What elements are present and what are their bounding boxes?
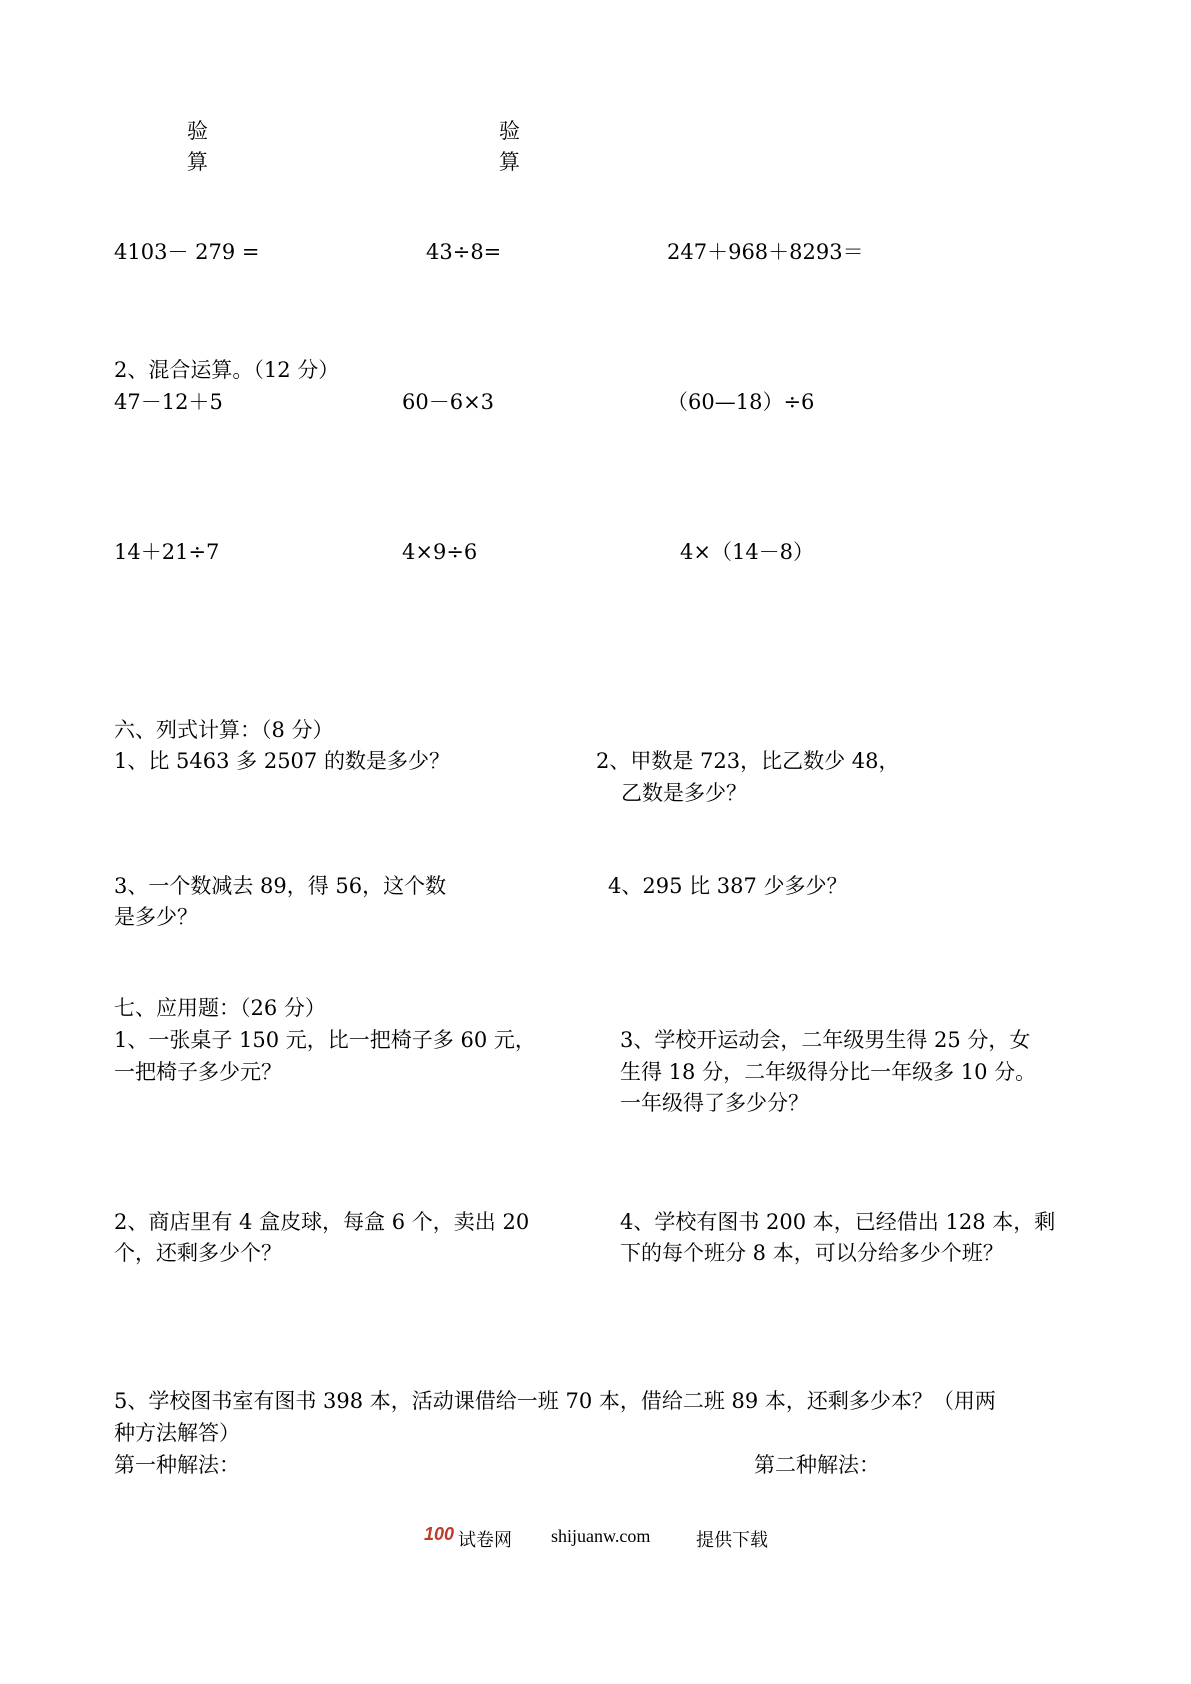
site-logo: 100 bbox=[424, 1524, 455, 1544]
section7-heading: 七、应用题：（26 分） bbox=[114, 996, 326, 1020]
site-name: 试卷网 bbox=[458, 1530, 512, 1551]
section7-question-5: 5、学校图书室有图书 398 本，活动课借给一班 70 本，借给二班 89 本，还剩多少本？（用两 bbox=[114, 1389, 996, 1413]
section6-question-2: 2、甲数是 723，比乙数少 48， bbox=[596, 749, 900, 773]
method-2-label: 第二种解法： bbox=[754, 1453, 880, 1477]
section6-question-3: 3、一个数减去 89，得 56，这个数 bbox=[114, 874, 447, 898]
method-1-label: 第一种解法： bbox=[114, 1453, 240, 1477]
section7-question-3: 3、学校开运动会，二年级男生得 25 分，女 bbox=[620, 1028, 1031, 1052]
verify-label-left: 验 算 bbox=[187, 119, 208, 174]
site-domain: shijuanw.com bbox=[551, 1526, 651, 1546]
section7-question-5-cont: 种方法解答） bbox=[114, 1421, 240, 1445]
mixed-heading: 2、混合运算。（12 分） bbox=[114, 358, 340, 382]
section7-question-2: 2、商店里有 4 盒皮球，每盒 6 个，卖出 20 bbox=[114, 1210, 530, 1234]
verify-label-right: 验 算 bbox=[499, 119, 520, 174]
download-note: 提供下载 bbox=[696, 1530, 768, 1551]
mixed-problem-5: 4×9÷6 bbox=[402, 540, 478, 564]
mixed-problem-3: （60—18）÷6 bbox=[667, 390, 815, 414]
mixed-problem-2: 60－6×3 bbox=[402, 390, 495, 414]
calc-problem-c: 247＋968＋8293＝ bbox=[667, 240, 864, 264]
section6-question-4: 4、295 比 387 少多少？ bbox=[608, 874, 848, 898]
calc-problem-b: 43÷8= bbox=[426, 240, 502, 264]
section7-question-4: 4、学校有图书 200 本，已经借出 128 本，剩 bbox=[620, 1210, 1056, 1234]
mixed-problem-6: 4×（14－8） bbox=[680, 540, 815, 564]
section7-question-4-cont: 下的每个班分 8 本，可以分给多少个班？ bbox=[620, 1241, 1004, 1265]
section7-question-3-cont-1: 生得 18 分，二年级得分比一年级多 10 分。 bbox=[620, 1060, 1037, 1084]
mixed-problem-1: 47－12＋5 bbox=[114, 390, 223, 414]
section6-question-3-cont: 是多少？ bbox=[114, 905, 198, 929]
section7-question-3-cont-2: 一年级得了多少分？ bbox=[620, 1091, 809, 1115]
section6-question-1: 1、比 5463 多 2507 的数是多少？ bbox=[114, 749, 450, 773]
section6-heading: 六、列式计算：（8 分） bbox=[114, 718, 334, 742]
section7-question-2-cont: 个，还剩多少个？ bbox=[114, 1241, 282, 1265]
section7-question-1-cont: 一把椅子多少元？ bbox=[114, 1060, 282, 1084]
calc-problem-a: 4103－ 279 = bbox=[114, 240, 260, 264]
mixed-problem-4: 14＋21÷7 bbox=[114, 540, 220, 564]
section7-question-1: 1、一张桌子 150 元，比一把椅子多 60 元， bbox=[114, 1028, 536, 1052]
section6-question-2-cont: 乙数是多少？ bbox=[621, 781, 747, 805]
